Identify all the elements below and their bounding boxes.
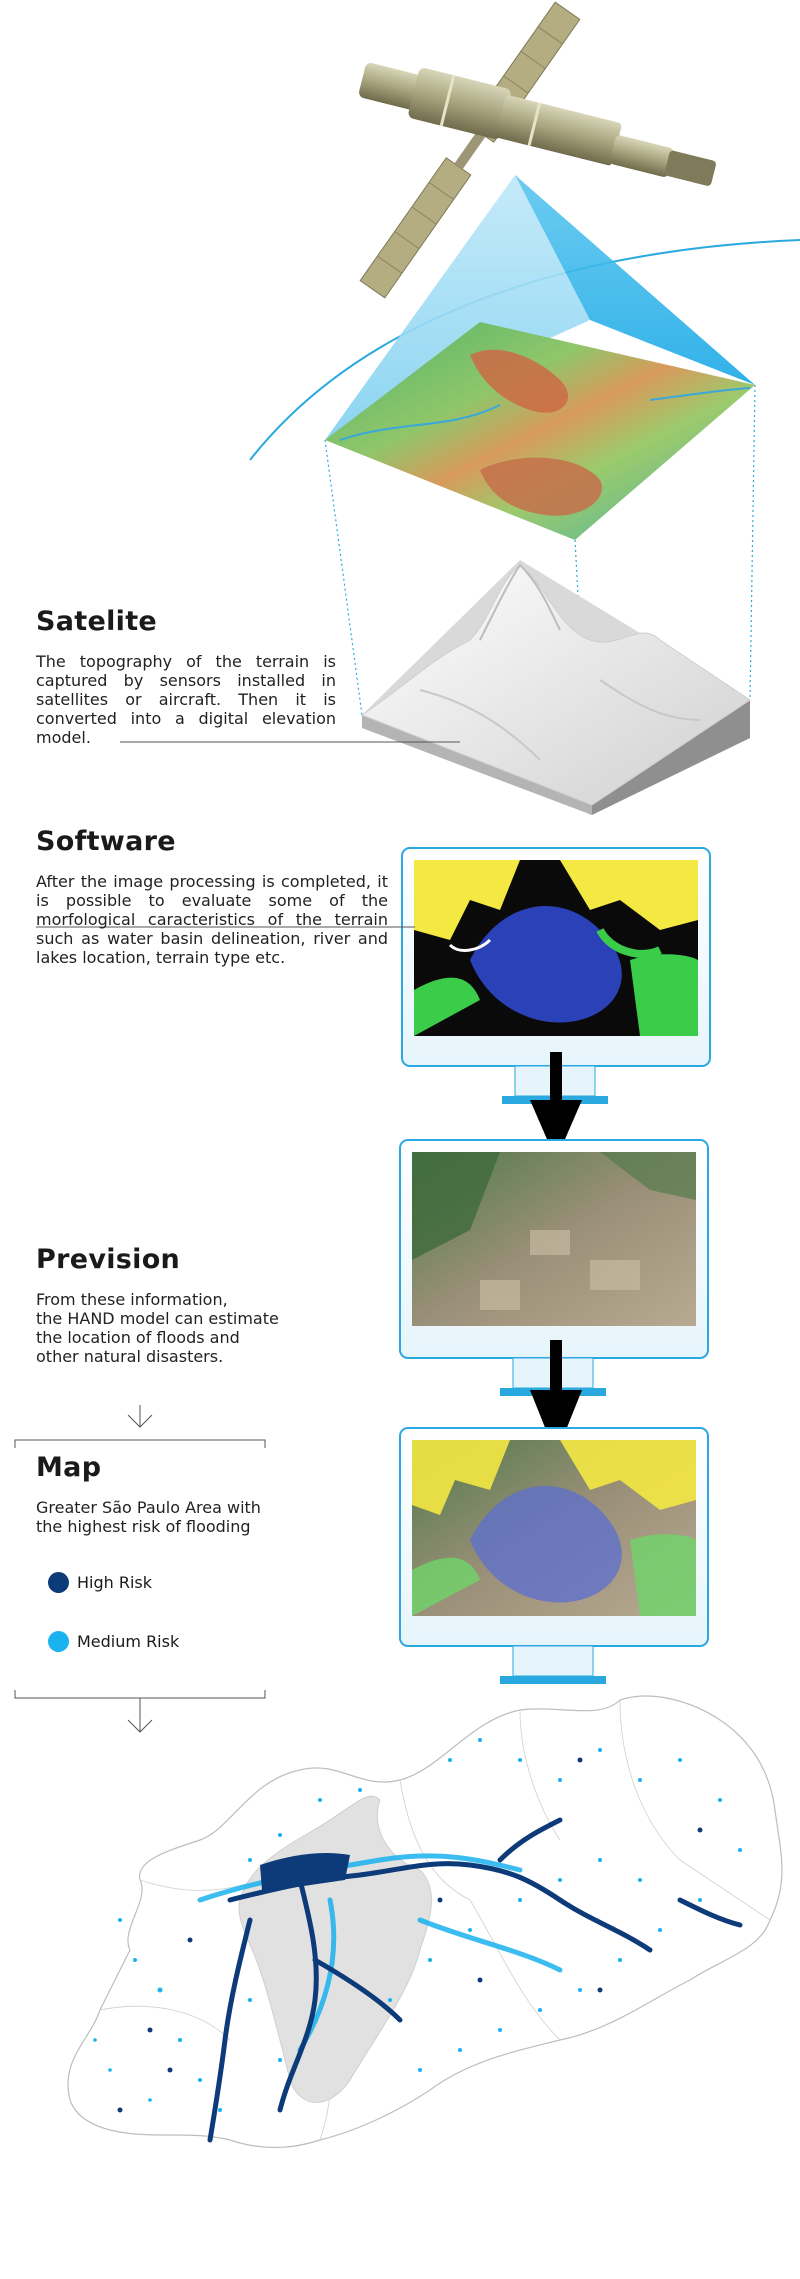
section-text-satelite: The topography of the terrain is captured by sensors installed in satellites or aircraft. Then it is converted into a digital elevation model.	[36, 652, 336, 747]
prevision-line-3: the location of floods and	[36, 1328, 240, 1347]
flood-risk-map	[68, 1696, 782, 2147]
legend-high-risk	[48, 1572, 152, 1593]
legend-medium-risk-label: Medium Risk	[77, 1632, 180, 1651]
section-text-prevision	[36, 1290, 336, 1366]
section-title-satelite: Satelite	[36, 606, 158, 637]
high-risk-dot-icon	[48, 1572, 69, 1593]
legend-high-risk-label: High Risk	[77, 1573, 153, 1592]
prevision-line-1: From these information,	[36, 1290, 228, 1309]
section-title-map: Map	[36, 1452, 102, 1483]
legend-medium-risk	[48, 1631, 179, 1652]
map-line-1: Greater São Paulo Area with	[36, 1498, 261, 1517]
elevation-3d-model	[362, 560, 750, 815]
prevision-line-4: other natural disasters.	[36, 1347, 224, 1366]
section-text-map	[36, 1498, 336, 1536]
prevision-line-2: the HAND model can estimate	[36, 1309, 279, 1328]
section-text-software: After the image processing is completed, it is possible to evaluate some of the morfological caracteristics of the terrain such as water basin delineation, river and lakes location, terrain type etc.	[36, 872, 388, 967]
flow-bracket	[15, 1690, 265, 1732]
section-title-software: Software	[36, 826, 176, 857]
flow-bracket	[15, 1405, 265, 1448]
monitor-flood-overlay	[400, 1428, 708, 1684]
map-line-2: the highest risk of flooding	[36, 1517, 251, 1536]
section-title-prevision: Prevision	[36, 1244, 181, 1275]
medium-risk-dot-icon	[48, 1631, 69, 1652]
